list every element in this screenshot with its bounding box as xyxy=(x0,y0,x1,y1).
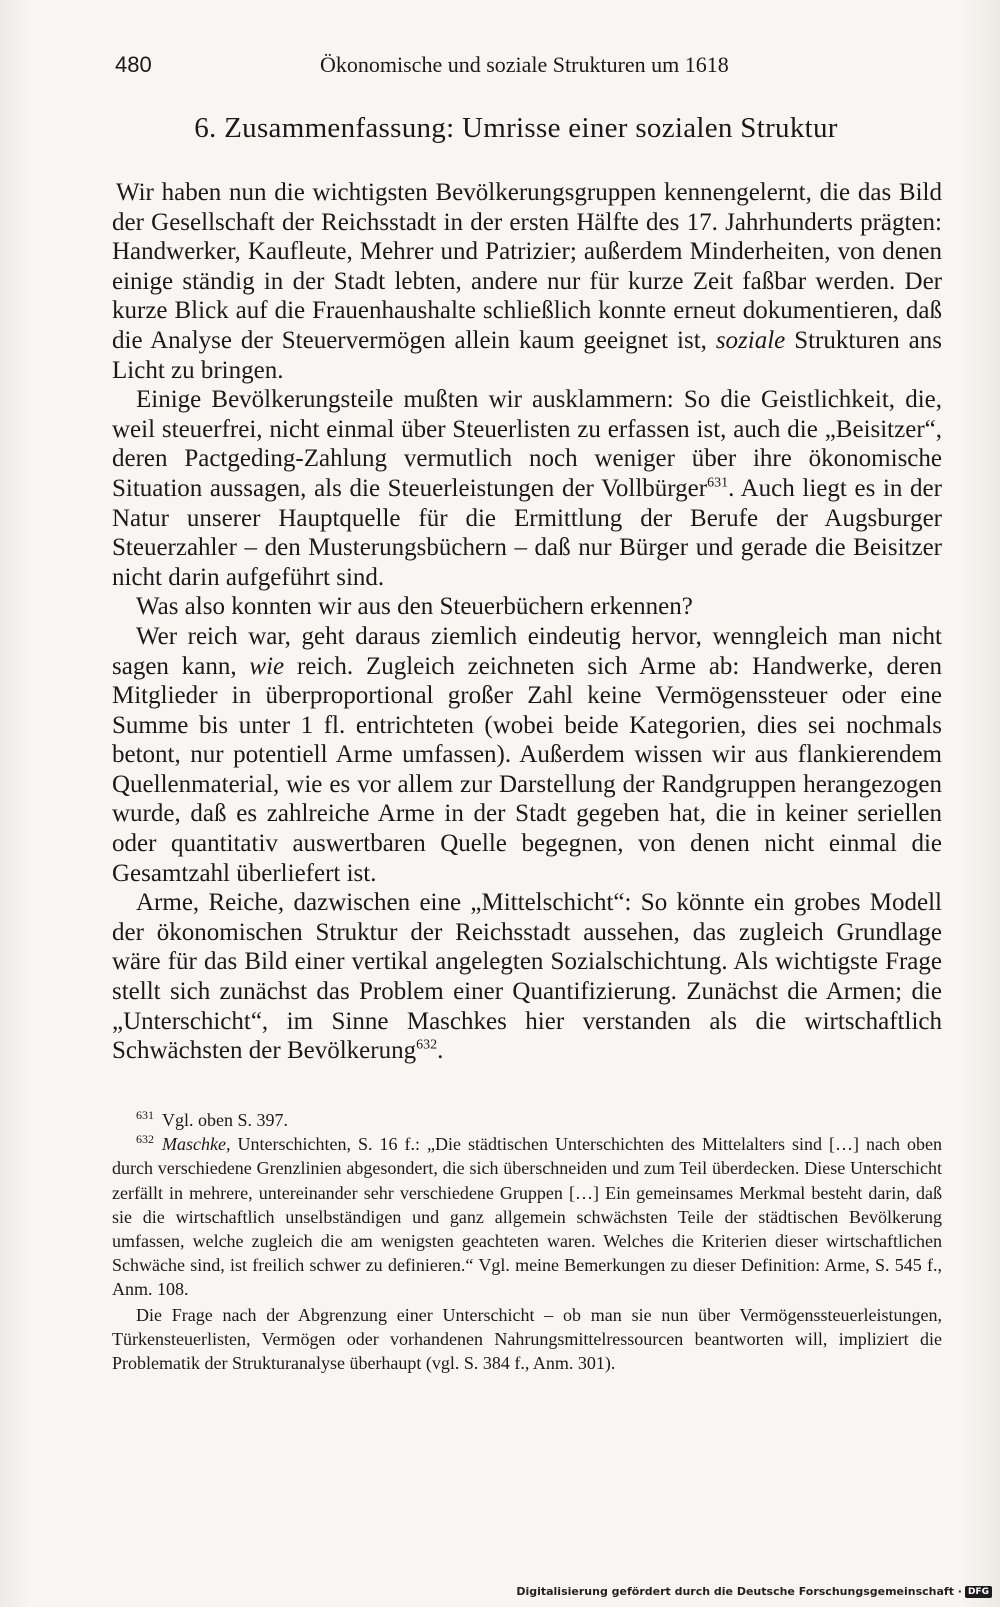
footnote-632-continuation: Die Frage nach der Abgrenzung einer Unterschicht – ob man sie nun über Vermögenssteuerleistungen, Türkensteuerlisten, Vermögen oder vorhandenen Nahrungsmittelressourcen beantworten will, impliziert die Problematik der Strukturanalyse überhaupt (vgl. S. 384 f., Anm. 301). xyxy=(112,1304,942,1374)
paragraph-2 xyxy=(112,385,942,592)
dfg-logo: DFG xyxy=(965,1586,992,1598)
paragraph-1-text-a: Wir haben nun die wichtigsten Bevölkerungsgruppen kennengelernt, die das Bild der Gesellschaft der Reichsstadt in der ersten Hälfte des 17. Jahrhunderts prägten: Handwerker, Kaufleute, Mehrer und Patrizier; außerdem Minderheiten, von denen einige ständig in der Stadt lebten, andere nur für kurze Zeit faßbar werden. Der kurze Blick auf die Frauenhaushalte schließlich konnte erneut dokumentieren, daß die Analyse der Steuervermögen allein kaum geeignet ist, xyxy=(112,179,942,354)
footnote-632-number: 632 xyxy=(136,1132,154,1147)
footnote-631-number: 631 xyxy=(136,1108,154,1122)
paragraph-4 xyxy=(112,622,942,888)
running-head-title: Ökonomische und soziale Strukturen um 1618 xyxy=(320,52,729,77)
digitization-credit xyxy=(516,1585,992,1598)
footnote-631 xyxy=(112,1108,942,1132)
paragraph-1 xyxy=(112,178,942,385)
paragraph-1-text-b: Strukturen ans Licht zu bringen. xyxy=(112,326,942,384)
section-title: 6. Zusammenfassung: Umrisse einer sozialen Struktur xyxy=(194,112,838,144)
paragraph-4-text-a: Wer reich war, geht daraus ziemlich eindeutig hervor, wenngleich man nicht sagen kann, xyxy=(112,622,942,680)
paragraph-5-text-a: Arme, Reiche, dazwischen eine „Mittelschicht“: So könnte ein grobes Modell der ökonomischen Struktur der Reichsstadt aussehen, das zugleich Grundlage wäre für das Bild einer vertikal angelegten Sozialschichtung. Als wichtigste Frage stellt sich zunächst das Problem einer Quantifizierung. Zunächst die Armen; die „Unterschicht“, im Sinne Maschkes hier verstanden als die wirtschaftlich Schwächsten der Bevölkerung xyxy=(112,889,942,1065)
page-number: 480 xyxy=(115,52,152,77)
paragraph-4-text-b: reich. Zugleich zeichneten sich Arme ab: Handwerke, deren Mitglieder in überproportional großer Zahl keine Vermögenssteuer oder eine Summe bis unter 1 fl. entrichteten (wobei beide Kategorien, dies sei nochmals betont, nur potentiell Arme umfassen). Außerdem wissen wir aus flankierendem Quellenmaterial, wie es vor allem zur Darstellung der Randgruppen herangezogen wurde, daß es zahlreiche Arme in der Stadt gegeben hat, die in keiner seriellen oder quantitativ auswertbaren Quelle begegnen, von denen nicht einmal die Gesamtzahl überliefert ist. xyxy=(112,652,942,887)
paragraph-3: Was also konnten wir aus den Steuerbüchern erkennen? xyxy=(136,593,693,621)
footnotes xyxy=(112,1108,942,1375)
paragraph-1-emphasis: soziale xyxy=(715,326,786,354)
paragraph-5-text-b: . xyxy=(437,1037,444,1065)
paragraph-5 xyxy=(112,888,942,1066)
paragraph-2-text-a: Einige Bevölkerungsteile mußten wir ausklammern: So die Geistlichkeit, die, weil steuerfrei, nicht einmal über Steuerlisten zu erfassen ist, auch die „Beisitzer“, deren Pactgeding-Zahlung vermutlich noch weniger über ihre ökonomische Situation aussagen, als die Steuerleistungen der Vollbürger xyxy=(112,386,942,502)
footnote-ref-632[interactable]: 632 xyxy=(416,1037,438,1053)
paragraph-4-emphasis: wie xyxy=(249,652,285,680)
footnote-632 xyxy=(112,1132,942,1301)
paragraph-2-text-b: . Auch liegt es in der Natur unserer Hauptquelle für die Ermittlung der Berufe der Augsburger Steuerzahler – den Musterungsbüchern – daß nur Bürger und gerade die Beisitzer nicht darin aufgeführt sind. xyxy=(112,474,942,591)
footnote-632-author: Maschke, xyxy=(162,1134,231,1155)
footnote-631-text: Vgl. oben S. 397. xyxy=(162,1110,288,1130)
credit-text: Digitalisierung gefördert durch die Deutsche Forschungsgemeinschaft · xyxy=(516,1585,962,1598)
main-text xyxy=(112,178,942,1066)
footnote-ref-631[interactable]: 631 xyxy=(707,475,729,491)
footnote-632-text: Unterschichten, S. 16 f.: „Die städtischen Unterschichten des Mittelalters sind […] nach oben durch verschiedene Grenzlinien abgesondert, die sich überschneiden und zum Teil überdecken. Diese Unterschicht zerfällt in mehrere, untereinander sehr verschiedene Gruppen […] Ein gemeinsames Merkmal besteht darin, daß sie die wirtschaftlich unselbständigen und ganz allgemein schwächsten Teile der städtischen Bevölkerung umfassen, welche zugleich die am wenigsten geachteten waren. Welches die Kriterien dieser wirtschaftlichen Schwäche sind, ist freilich schwer zu definieren.“ Vgl. meine Bemerkungen zu dieser Definition: Arme, S. 545 f., Anm. 108. xyxy=(112,1134,942,1300)
